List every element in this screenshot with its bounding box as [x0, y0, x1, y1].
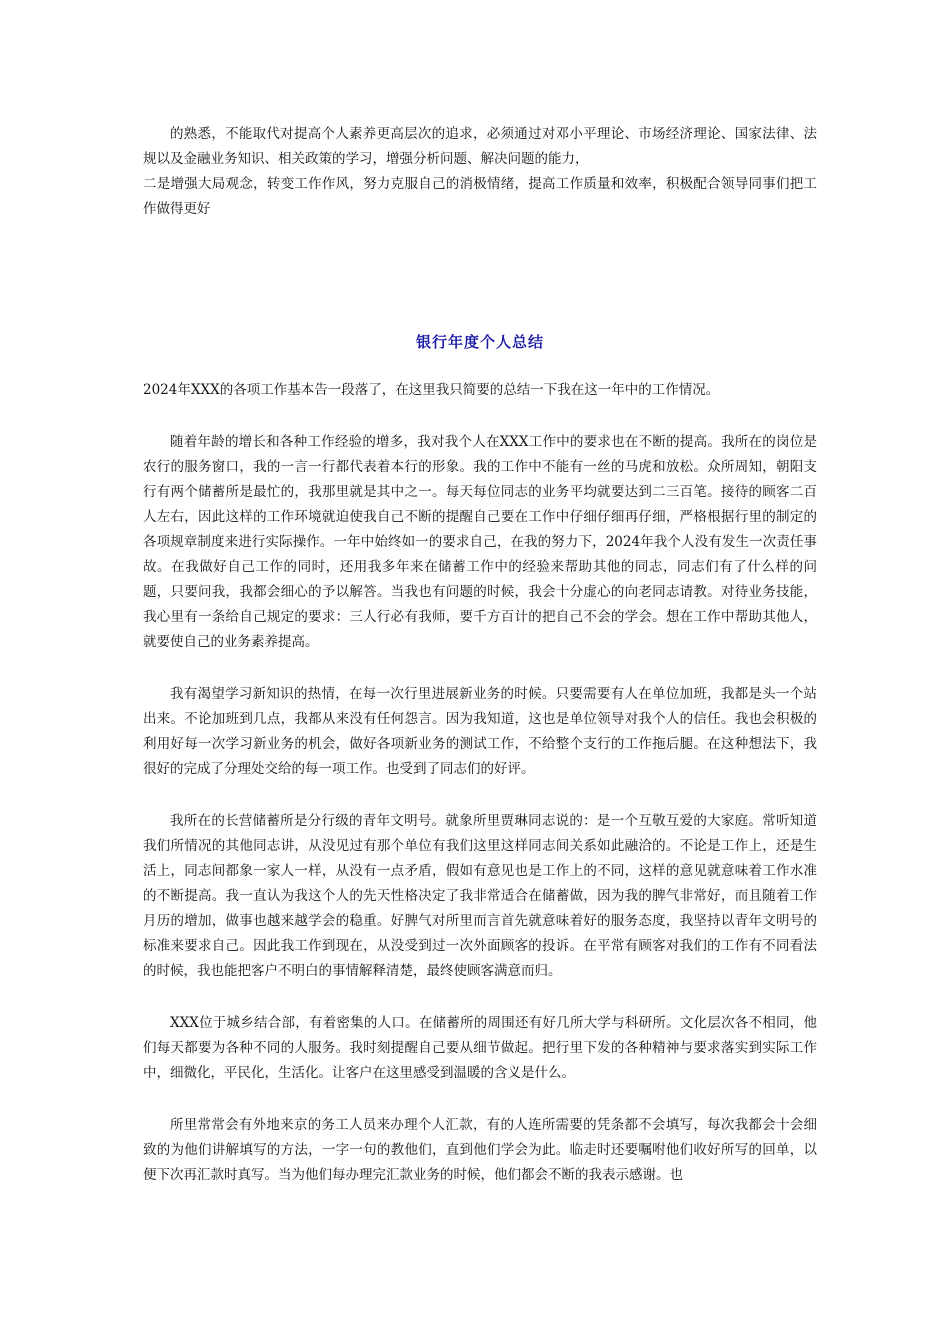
intro-paragraph: 2024年XXX的各项工作基本告一段落了，在这里我只简要的总结一下我在这一年中的工作情况。: [143, 382, 720, 398]
continued-paragraph: 的熟悉，不能取代对提高个人素养更高层次的追求，必须通过对邓小平理论、市场经济理论、国家法律、法规以及金融业务知识、相关政策的学习，增强分析问题、解决问题的能力，: [143, 126, 817, 167]
continued-paragraph: 二是增强大局观念，转变工作作风，努力克服自己的消极情绪，提高工作质量和效率，积极配合领导同事们把工作做得更好: [143, 176, 817, 217]
body-paragraph: 我所在的长营储蓄所是分行级的青年文明号。就象所里贾琳同志说的：是一个互敬互爱的大家庭。常听知道我们所情况的其他同志讲，从没见过有那个单位有我们这里这样同志间关系如此融洽的。不论是工作上，还是生活上，同志间都象一家人一样，从没有一点矛盾，假如有意见也是工作上的不同，这样的意见就意味着工作水准的不断提高。我一直认为我这个人的先天性格决定了我非常适合在储蓄做，因为我的脾气非常好，而且随着工作月历的增加，做事也越来越学会的稳重。好脾气对所里而言首先就意味着好的服务态度，我坚持以青年文明号的标准来要求自己。因此我工作到现在，从没受到过一次外面顾客的投诉。在平常有顾客对我们的工作有不同看法的时候，我也能把客户不明白的事情解释清楚，最终使顾客满意而归。: [143, 813, 817, 979]
continued-text-block: [143, 122, 817, 222]
body-paragraph: XXX位于城乡结合部，有着密集的人口。在储蓄所的周围还有好几所大学与科研所。文化层次各不相同，他们每天都要为各种不同的人服务。我时刻提醒自己要从细节做起。把行里下发的各种精神与要求落实到实际工作中，细微化，平民化，生活化。让客户在这里感受到温暖的含义是什么。: [143, 1015, 817, 1081]
document-title: 银行年度个人总结: [415, 333, 544, 351]
body-paragraph: 我有渴望学习新知识的热情，在每一次行里进展新业务的时候。只要需要有人在单位加班，我都是头一个站出来。不论加班到几点，我都从来没有任何怨言。因为我知道，这也是单位领导对我个人的信任。我也会积极的利用好每一次学习新业务的机会，做好各项新业务的测试工作，不给整个支行的工作拖后腿。在这种想法下，我很好的完成了分理处交给的每一项工作。也受到了同志们的好评。: [143, 686, 817, 777]
body-paragraph: 所里常常会有外地来京的务工人员来办理个人汇款，有的人连所需要的凭条都不会填写，每次我都会十会细致的为他们讲解填写的方法，一字一句的教他们，直到他们学会为此。临走时还要嘱咐他们收好所写的回单，以便下次再汇款时真写。当为他们每办理完汇款业务的时候，他们都会不断的我表示感谢。也: [143, 1117, 817, 1183]
document-page: [143, 122, 817, 1188]
body-paragraph: 随着年龄的增长和各种工作经验的增多，我对我个人在XXX工作中的要求也在不断的提高。我所在的岗位是农行的服务窗口，我的一言一行都代表着本行的形象。我的工作中不能有一丝的马虎和放松。众所周知，朝阳支行有两个储蓄所是最忙的，我那里就是其中之一。每天每位同志的业务平均就要达到二三百笔。接待的顾客二百人左右，因此这样的工作环境就迫使我自己不断的提醒自己要在工作中仔细仔细再仔细，严格根据行里的制定的各项规章制度来进行实际操作。一年中始终如一的要求自己，在我的努力下，2024年我个人没有发生一次责任事故。在我做好自己工作的同时，还用我多年来在储蓄工作中的经验来帮助其他的同志，同志们有了什么样的问题，只要问我，我都会细心的予以解答。当我也有问题的时候，我会十分虚心的向老同志请教。对待业务技能，我心里有一条给自己规定的要求：三人行必有我师，要千方百计的把自己不会的学会。想在工作中帮助其他人，就要使自己的业务素养提高。: [143, 434, 817, 650]
